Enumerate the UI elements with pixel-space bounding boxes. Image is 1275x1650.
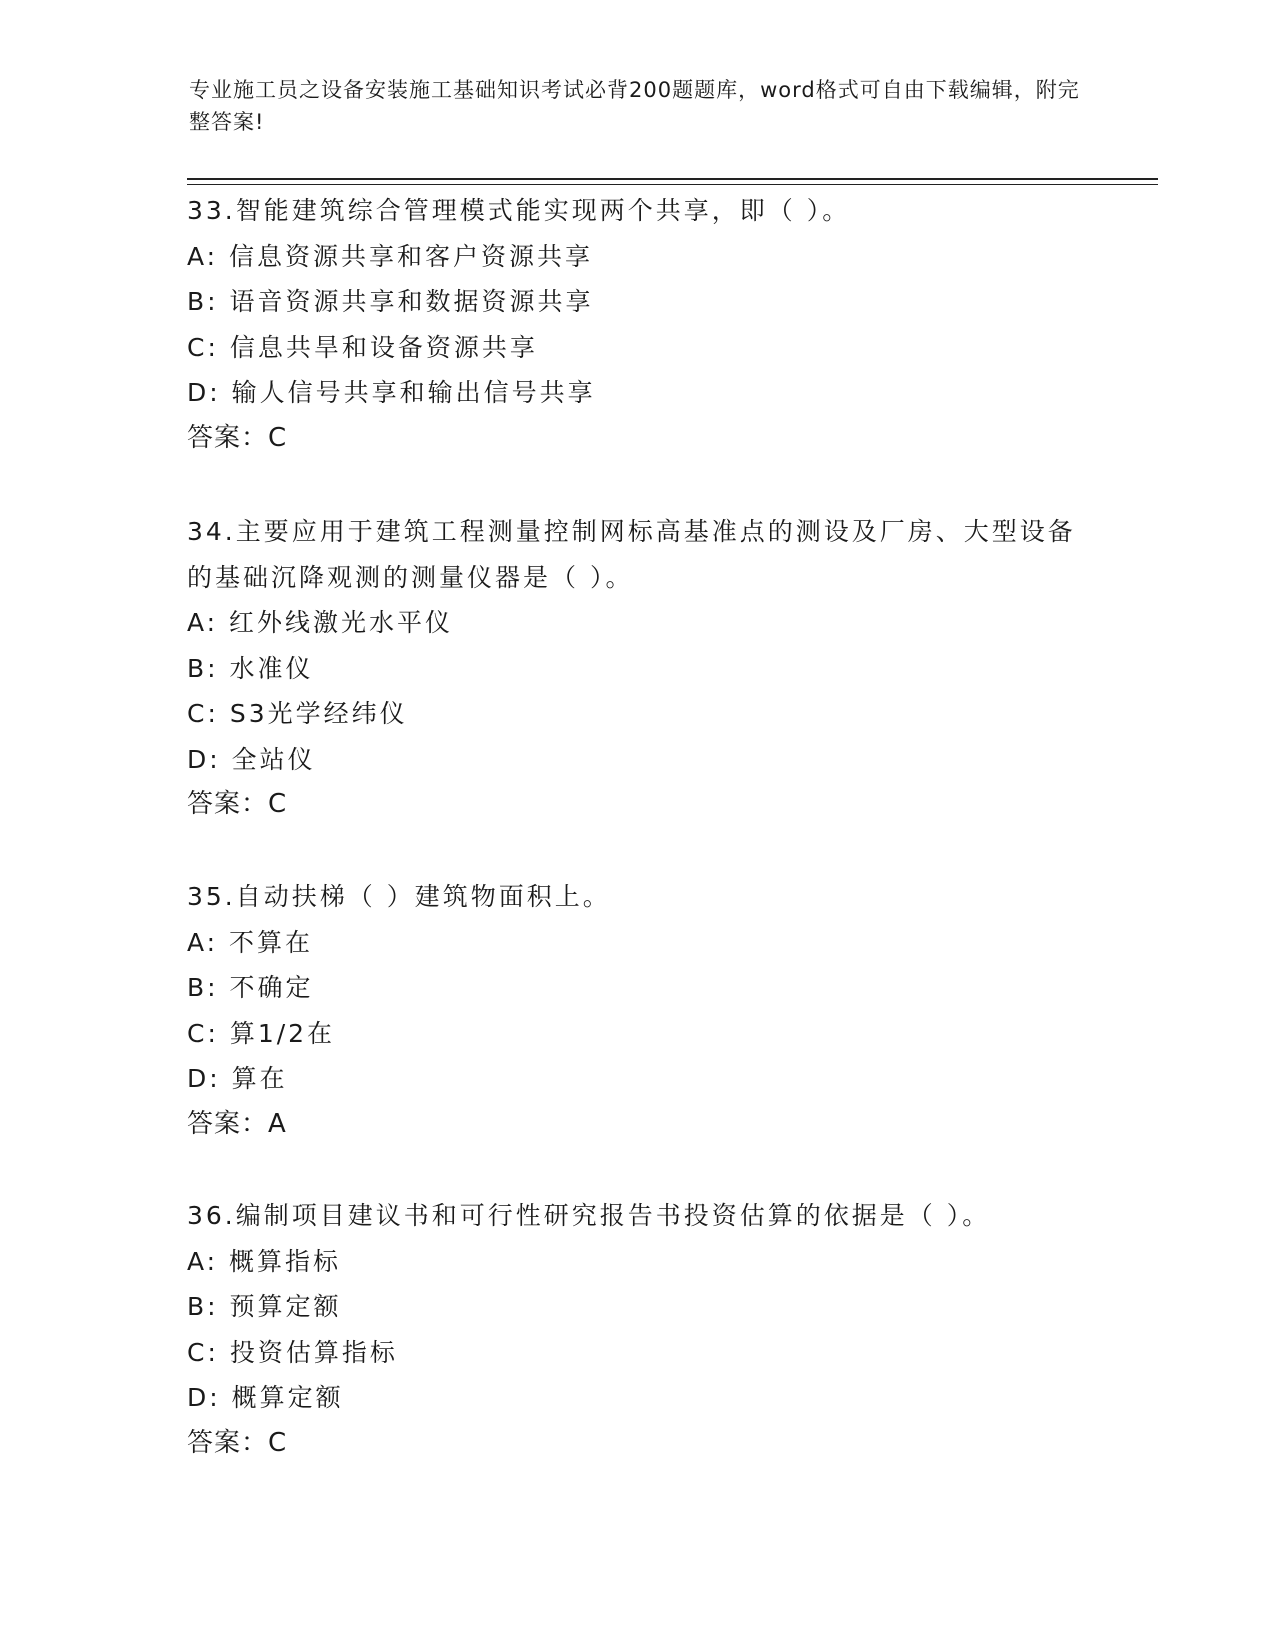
question-stem: 36.编制项目建议书和可行性研究报告书投资估算的依据是（ ）。 [187, 1201, 991, 1230]
answer-label: 答案：A [187, 1108, 287, 1139]
question-stem: 35.自动扶梯（ ）建筑物面积上。 [187, 882, 611, 911]
option-d: D: 全站仪 [187, 744, 316, 774]
document-title: 专业施工员之设备安装施工基础知识考试必背200题题库，word格式可自由下载编辑，附完整答案! [189, 78, 1080, 134]
option-a: A: 不算在 [187, 927, 314, 957]
question-34 [187, 509, 1087, 828]
option-b: B: 语音资源共享和数据资源共享 [187, 287, 594, 316]
option-d: D: 输人信号共享和输出信号共享 [187, 378, 596, 407]
header-divider-thick [187, 178, 1158, 180]
question-35 [187, 874, 1087, 1147]
question-stem: 34.主要应用于建筑工程测量控制网标高基准点的测设及厂房、大型设备的基础沉降观测的测量仪器是（ ）。 [187, 517, 1076, 592]
option-d: D: 算在 [187, 1064, 288, 1093]
option-b: B: 水准仪 [187, 653, 314, 683]
option-a: A: 信息资源共享和客户资源共享 [187, 241, 594, 271]
option-d: D: 概算定额 [187, 1383, 344, 1412]
header-divider-thin [187, 184, 1158, 185]
answer-label: 答案：C [187, 789, 288, 819]
option-b: B: 预算定额 [187, 1292, 342, 1321]
document-header [189, 74, 1089, 138]
question-36 [187, 1193, 1087, 1466]
option-c: C: 算1/2在 [187, 1018, 336, 1048]
answer-label: 答案：C [187, 1427, 288, 1458]
option-c: C: 投资估算指标 [187, 1337, 398, 1367]
option-b: B: 不确定 [187, 973, 314, 1002]
option-c: C: S3光学经纬仪 [187, 699, 408, 728]
question-33 [187, 188, 1087, 461]
question-stem: 33.智能建筑综合管理模式能实现两个共享，即（ ）。 [187, 196, 851, 225]
option-a: A: 概算指标 [187, 1246, 342, 1276]
answer-label: 答案：C [187, 422, 288, 453]
option-a: A: 红外线激光水平仪 [187, 608, 454, 637]
option-c: C: 信息共旱和设备资源共享 [187, 332, 538, 362]
